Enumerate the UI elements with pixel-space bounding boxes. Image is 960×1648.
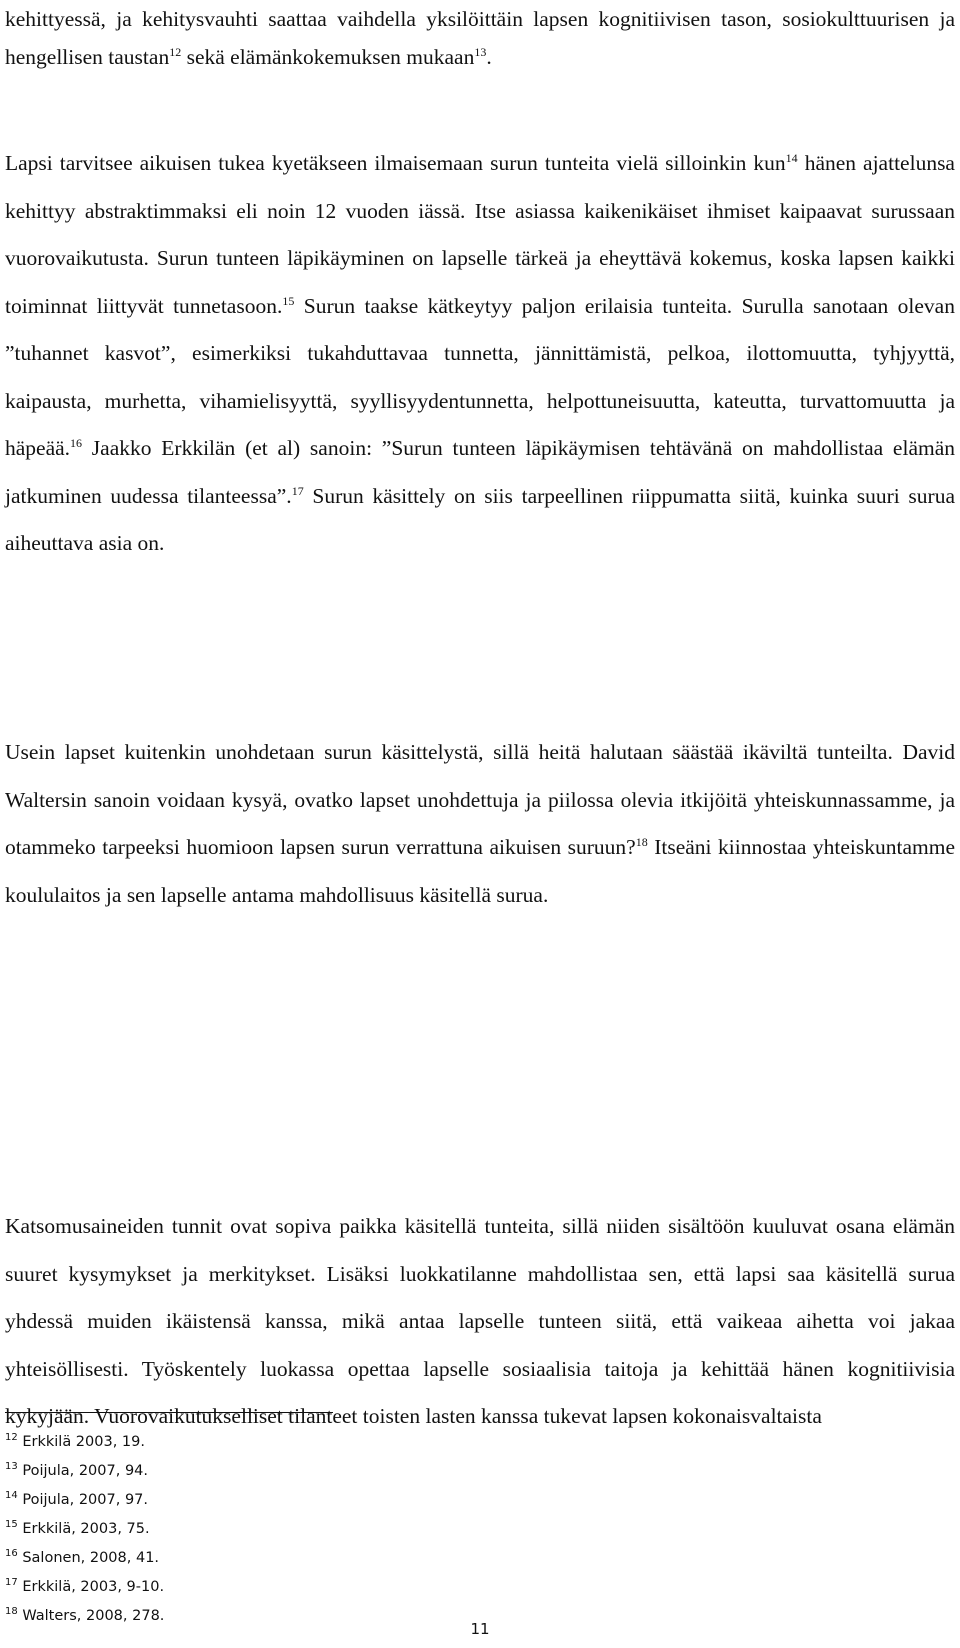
text-run: Surun käsittely on siis tarpeellinen riippumatta siitä, kuinka suuri surua aiheuttava asia on. <box>5 483 956 555</box>
footnote-item <box>5 1515 505 1544</box>
text-run: Surun taakse kätkeytyy paljon erilaisia tunteita. Surulla sanotaan olevan ”tuhannet kasvot”, esimerkiksi tukahduttavaa tunnetta, jännittämistä, pelkoa, ilottomuutta, tyhjyyttä, kaipausta, murhetta, vihamielisyyttä, syyllisyydentunnetta, helpottuneisuutta, kateutta, turvattomuutta ja häpeää. <box>5 293 955 460</box>
text-run: Katsomusaineiden tunnit ovat sopiva paikka käsitellä tunteita, sillä niiden sisältöön kuuluvat osana elämän suuret kysymykset ja merkitykset. Lisäksi luokkatilanne mahdollistaa sen, että lapsi saa käsitellä surua yhdessä muiden ikäistensä kanssa, mikä antaa lapselle tunteen siitä, että vaikeaa aihetta voi jakaa yhteisöllisesti. Työskentely luokassa opettaa lapselle sosiaalisia taitoja ja kehittää hänen kognitiivisia kykyjään. Vuorovaikutukselliset tilanteet toisten lasten kanssa tukevat lapsen kokonaisvaltaista <box>5 1214 955 1428</box>
footnote-text: Erkkilä, 2003, 9-10. <box>17 1579 165 1595</box>
footnote-text: Erkkilä, 2003, 75. <box>17 1521 150 1537</box>
footnote-item <box>5 1573 505 1602</box>
footnote-text: Erkkilä 2003, 19. <box>17 1434 145 1450</box>
footnote-item <box>5 1457 505 1486</box>
footnote-number: 12 <box>5 1432 18 1444</box>
footnote-reference: 13 <box>474 44 487 59</box>
footnote-number: 16 <box>5 1548 18 1560</box>
footnote-item <box>5 1486 505 1515</box>
text-run: Lapsi tarvitsee aikuisen tukea kyetäkseen ilmaisemaan surun tunteita vielä silloinkin kun <box>5 151 786 175</box>
footnote-number: 18 <box>5 1606 18 1618</box>
text-run: kehittyessä, ja kehitysvauhti saattaa vaihdella yksilöittäin lapsen kognitiivisen tason, sosiokulttuurisen ja hengellisen taustan <box>5 7 955 69</box>
text-run: Itseäni kiinnostaa yhteiskuntamme koululaitos ja sen lapselle antama mahdollisuus käsitellä surua. <box>5 835 956 907</box>
footnote-number: 15 <box>5 1519 18 1531</box>
footnote-number: 13 <box>5 1461 18 1473</box>
text-run: . <box>486 45 492 69</box>
footnote-list <box>5 1428 505 1631</box>
footnote-text: Walters, 2008, 278. <box>17 1608 165 1624</box>
footnote-separator <box>5 1412 333 1413</box>
footnote-number: 14 <box>5 1490 18 1502</box>
footnote-reference: 18 <box>635 834 648 849</box>
paragraph-children-forgotten <box>5 729 955 919</box>
footnote-item <box>5 1544 505 1573</box>
text-run: Usein lapset kuitenkin unohdetaan surun käsittelystä, sillä heitä halutaan säästää ikäviltä tunteilta. David Waltersin sanoin voidaan kysyä, ovatko lapset unohdettuja ja piilossa olevia itkijöitä yhteiskunnassamme, ja otammeko tarpeeksi huomioon lapsen surun verrattuna aikuisen suruun? <box>5 740 955 859</box>
text-run: hänen ajattelunsa kehittyy abstraktimmaksi eli noin 12 vuoden iässä. Itse asiassa kaikenikäiset ihmiset kaipaavat surussaan vuorovaikutusta. Surun tunteen läpikäyminen on lapselle tärkeä ja eheyttävä kokemus, koska lapsen kaikki toiminnat liittyvät tunnetasoon. <box>5 151 955 318</box>
paragraph-continued <box>5 0 955 76</box>
text-run: Jaakko Erkkilän (et al) sanoin: ”Surun tunteen läpikäymisen tehtävänä on mahdollistaa elämän jatkuminen uudessa tilanteessa”. <box>5 436 955 508</box>
footnote-text: Poijula, 2007, 94. <box>17 1463 149 1479</box>
paragraph-grief-support <box>5 140 955 568</box>
footnote-reference: 15 <box>282 293 295 308</box>
text-run: sekä elämänkokemuksen mukaan <box>181 45 475 69</box>
footnote-reference: 12 <box>169 44 182 59</box>
footnote-reference: 14 <box>785 150 798 165</box>
page-number: 11 <box>470 1620 490 1638</box>
footnote-reference: 16 <box>70 435 83 450</box>
footnote-number: 17 <box>5 1577 18 1589</box>
footnote-text: Salonen, 2008, 41. <box>17 1550 160 1566</box>
footnote-item <box>5 1428 505 1457</box>
footnote-text: Poijula, 2007, 97. <box>17 1492 149 1508</box>
footnote-reference: 17 <box>291 483 304 498</box>
